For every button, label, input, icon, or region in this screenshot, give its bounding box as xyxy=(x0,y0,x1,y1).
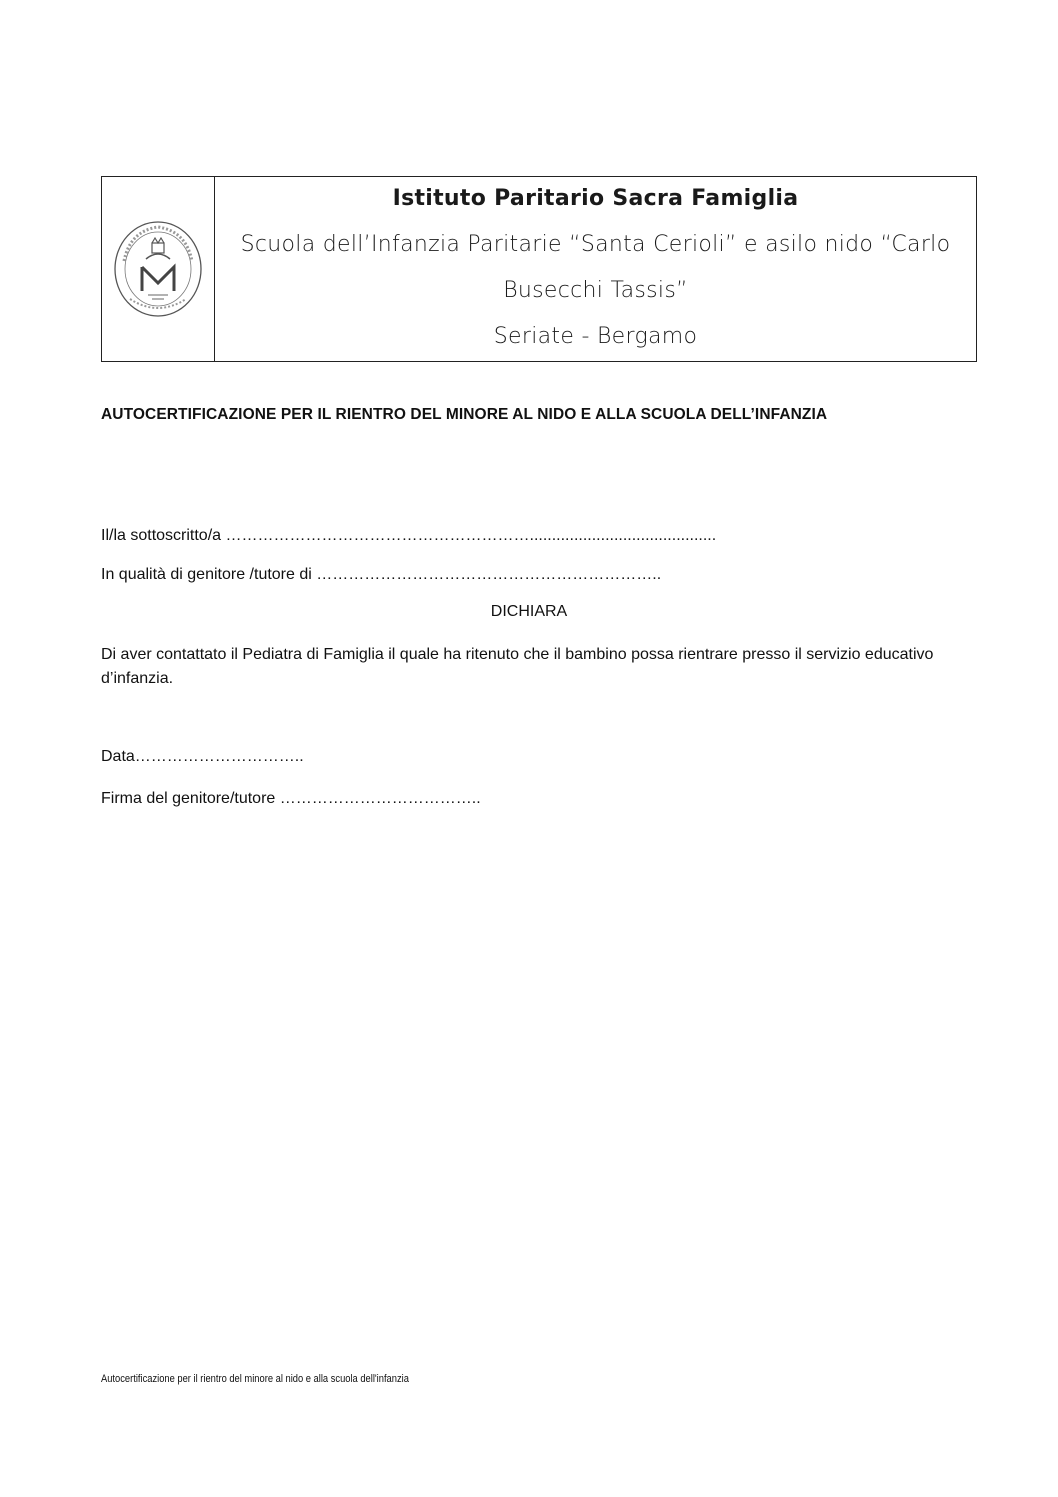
statement-paragraph: Di aver contattato il Pediatra di Famiglia il quale ha ritenuto che il bambino possa rientrare presso il servizio educativo d’infanzia. xyxy=(101,646,934,687)
header-box xyxy=(101,176,977,362)
institute-name: Istituto Paritario Sacra Famiglia xyxy=(392,186,799,211)
school-name-line1: Scuola dell’Infanzia Paritarie “Santa Cerioli” e asilo nido “Carlo xyxy=(240,232,951,257)
date-field[interactable]: Data………………………….. xyxy=(101,748,304,765)
signer-field[interactable]: Il/la sottoscritto/a ………………………………………………….......................................... xyxy=(101,527,717,544)
page-footer: Autocertificazione per il rientro del minore al nido e alla scuola dell'infanzia xyxy=(101,1373,409,1385)
header-title-cell xyxy=(215,177,976,361)
guardian-field[interactable]: In qualità di genitore /tutore di ……………………………………………………….. xyxy=(101,566,662,583)
document-title: AUTOCERTIFICAZIONE PER IL RIENTRO DEL MINORE AL NIDO E ALLA SCUOLA DELL’INFANZIA xyxy=(101,406,828,423)
school-name-line2: Busecchi Tassis” xyxy=(503,278,688,303)
declares-heading: DICHIARA xyxy=(490,603,568,620)
institute-seal-logo xyxy=(112,219,204,319)
signature-field[interactable]: Firma del genitore/tutore ……………………………….. xyxy=(101,790,481,807)
location: Seriate - Bergamo xyxy=(493,324,698,349)
logo-cell xyxy=(102,177,215,361)
